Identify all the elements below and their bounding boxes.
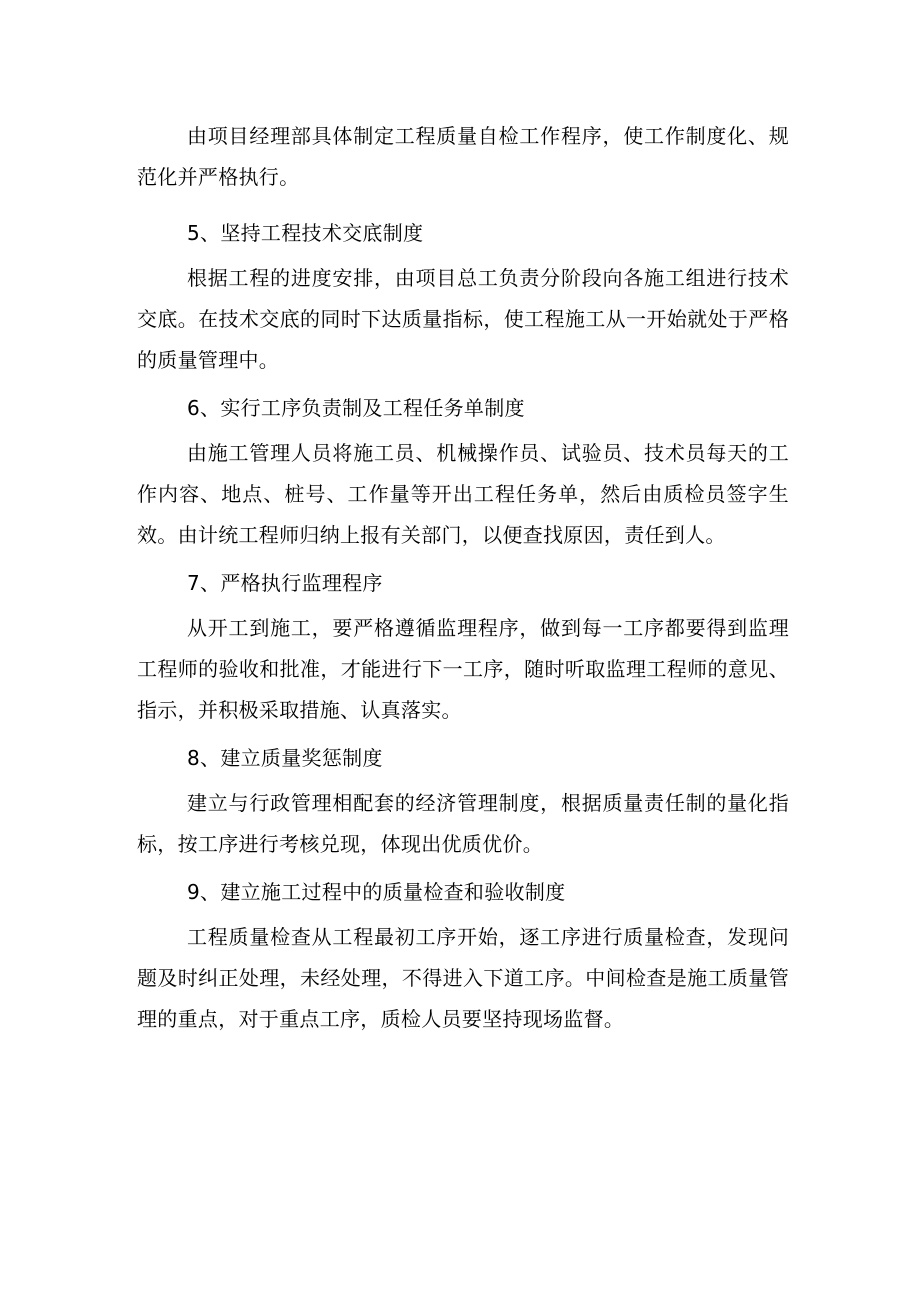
heading-technical-briefing: 5、坚持工程技术交底制度 [187, 221, 424, 245]
paragraph-supervision-procedure: 从开工到施工，要严格遵循监理程序，做到每一工序都要得到监理工程师的验收和批准，才能进行下一工序，随时听取监理工程师的意见、指示，并积极采取措施、认真落实。 [137, 616, 789, 722]
paragraph-self-inspection: 由项目经理部具体制定工程质量自检工作程序，使工作制度化、规范化并严格执行。 [137, 124, 789, 189]
heading-reward-punishment: 8、建立质量奖惩制度 [187, 746, 383, 770]
paragraph-quality-inspection: 工程质量检查从工程最初工序开始，逐工序进行质量检查，发现问题及时纠正处理，未经处理，不得进入下道工序。中间检查是施工质量管理的重点，对于重点工序，质检人员要坚持现场监督。 [137, 925, 789, 1031]
document-body [137, 116, 789, 1040]
heading-supervision-procedure: 7、严格执行监理程序 [187, 571, 383, 595]
heading-quality-inspection: 9、建立施工过程中的质量检查和验收制度 [187, 880, 566, 904]
paragraph-technical-briefing: 根据工程的进度安排，由项目总工负责分阶段向各施工组进行技术交底。在技术交底的同时下达质量指标，使工程施工从一开始就处于严格的质量管理中。 [137, 266, 789, 372]
paragraph-reward-punishment: 建立与行政管理相配套的经济管理制度，根据质量责任制的量化指标，按工序进行考核兑现，体现出优质优价。 [137, 791, 789, 856]
paragraph-process-responsibility: 由施工管理人员将施工员、机械操作员、试验员、技术员每天的工作内容、地点、桩号、工作量等开出工程任务单，然后由质检员签字生效。由计统工程师归纳上报有关部门，以便查找原因，责任到人。 [137, 441, 789, 547]
heading-process-responsibility: 6、实行工序负责制及工程任务单制度 [187, 396, 525, 420]
